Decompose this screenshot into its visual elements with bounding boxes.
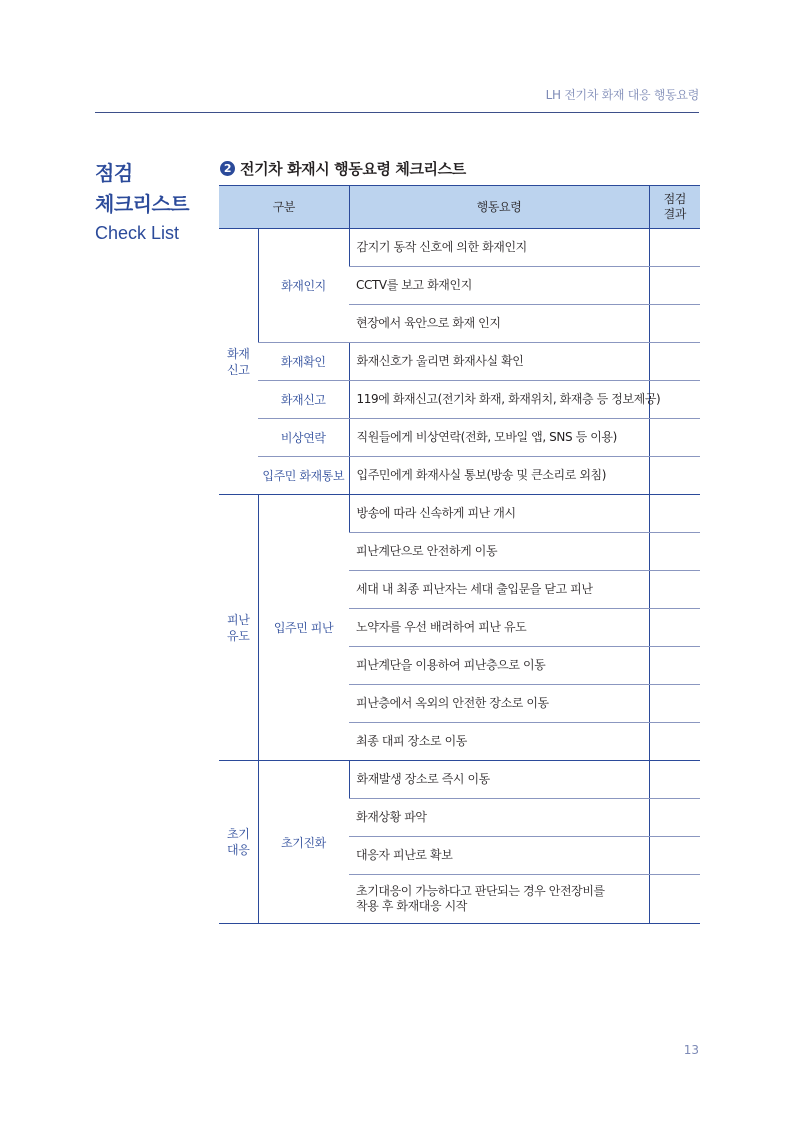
result-checkbox-cell[interactable] (649, 837, 700, 875)
header-result (649, 186, 700, 229)
result-checkbox-cell[interactable] (649, 685, 700, 723)
subcategory-cell: 화재인지 (258, 229, 349, 343)
table-row (219, 495, 700, 533)
header-action: 행동요령 (349, 186, 649, 229)
result-checkbox-cell[interactable] (649, 761, 700, 799)
subcategory-cell: 화재신고 (258, 381, 349, 419)
action-item: 피난계단으로 안전하게 이동 (349, 533, 649, 571)
table-row (219, 457, 700, 495)
header-result-line1: 점검 (663, 192, 686, 206)
result-checkbox-cell[interactable] (649, 305, 700, 343)
action-item-line2: 착용 후 화재대응 시작 (356, 899, 467, 913)
section-title: 전기차 화재시 행동요령 체크리스트 (240, 160, 466, 178)
result-checkbox-cell[interactable] (649, 533, 700, 571)
page-number: 13 (683, 1043, 699, 1057)
result-checkbox-cell[interactable] (649, 419, 700, 457)
header-category: 구분 (219, 186, 349, 229)
checklist-table (219, 185, 700, 924)
section-number-badge: 2 (220, 161, 235, 176)
action-item: CCTV를 보고 화재인지 (349, 267, 649, 305)
category-line1: 화재 (227, 346, 250, 361)
subcategory-cell: 화재확인 (258, 343, 349, 381)
result-checkbox-cell[interactable] (649, 495, 700, 533)
result-checkbox-cell[interactable] (649, 229, 700, 267)
result-checkbox-cell[interactable] (649, 647, 700, 685)
section-heading (220, 158, 466, 179)
action-item: 화재발생 장소로 즉시 이동 (349, 761, 649, 799)
table-row (219, 229, 700, 267)
action-item: 현장에서 육안으로 화재 인지 (349, 305, 649, 343)
table-row (219, 343, 700, 381)
action-item: 입주민에게 화재사실 통보(방송 및 큰소리로 외침) (349, 457, 649, 495)
action-item: 피난계단을 이용하여 피난층으로 이동 (349, 647, 649, 685)
action-item: 노약자를 우선 배려하여 피난 유도 (349, 609, 649, 647)
running-header: LH 전기차 화재 대응 행동요령 (545, 88, 699, 102)
subcategory-cell: 입주민 화재통보 (258, 457, 349, 495)
result-checkbox-cell[interactable] (649, 875, 700, 924)
action-item (349, 875, 649, 924)
subcategory-cell: 초기진화 (258, 761, 349, 924)
side-subtitle: Check List (95, 223, 180, 243)
action-item: 최종 대피 장소로 이동 (349, 723, 649, 761)
header-result-line2: 결과 (663, 207, 686, 221)
result-checkbox-cell[interactable] (649, 799, 700, 837)
side-title (95, 158, 189, 220)
side-title-line1: 점검 (95, 161, 133, 185)
action-item: 방송에 따라 신속하게 피난 개시 (349, 495, 649, 533)
table-row (219, 381, 700, 419)
category-line2: 유도 (227, 628, 250, 643)
category-line2: 대응 (227, 843, 250, 857)
result-checkbox-cell[interactable] (649, 723, 700, 761)
action-item: 화재신호가 울리면 화재사실 확인 (349, 343, 649, 381)
action-item: 피난층에서 옥외의 안전한 장소로 이동 (349, 685, 649, 723)
category-cell (219, 229, 258, 495)
subcategory-cell: 비상연락 (258, 419, 349, 457)
result-checkbox-cell[interactable] (649, 609, 700, 647)
category-line1: 피난 (227, 612, 250, 627)
action-item: 화재상황 파악 (349, 799, 649, 837)
side-title-line2: 체크리스트 (95, 192, 190, 216)
result-checkbox-cell[interactable] (649, 267, 700, 305)
category-line1: 초기 (227, 827, 250, 841)
header-rule (95, 112, 699, 113)
action-item: 감지기 동작 신호에 의한 화재인지 (349, 229, 649, 267)
table-header-row (219, 186, 700, 229)
action-item: 119에 화재신고(전기차 화재, 화재위치, 화재층 등 정보제공) (349, 381, 649, 419)
result-checkbox-cell[interactable] (649, 343, 700, 381)
action-item: 직원들에게 비상연락(전화, 모바일 앱, SNS 등 이용) (349, 419, 649, 457)
category-line2: 신고 (227, 362, 250, 377)
subcategory-cell: 입주민 피난 (258, 495, 349, 761)
result-checkbox-cell[interactable] (649, 457, 700, 495)
category-cell (219, 495, 258, 761)
category-cell (219, 761, 258, 924)
table-row (219, 761, 700, 799)
table-row (219, 419, 700, 457)
action-item-line1: 초기대응이 가능하다고 판단되는 경우 안전장비를 (356, 884, 605, 898)
result-checkbox-cell[interactable] (649, 571, 700, 609)
action-item: 대응자 피난로 확보 (349, 837, 649, 875)
action-item: 세대 내 최종 피난자는 세대 출입문을 닫고 피난 (349, 571, 649, 609)
